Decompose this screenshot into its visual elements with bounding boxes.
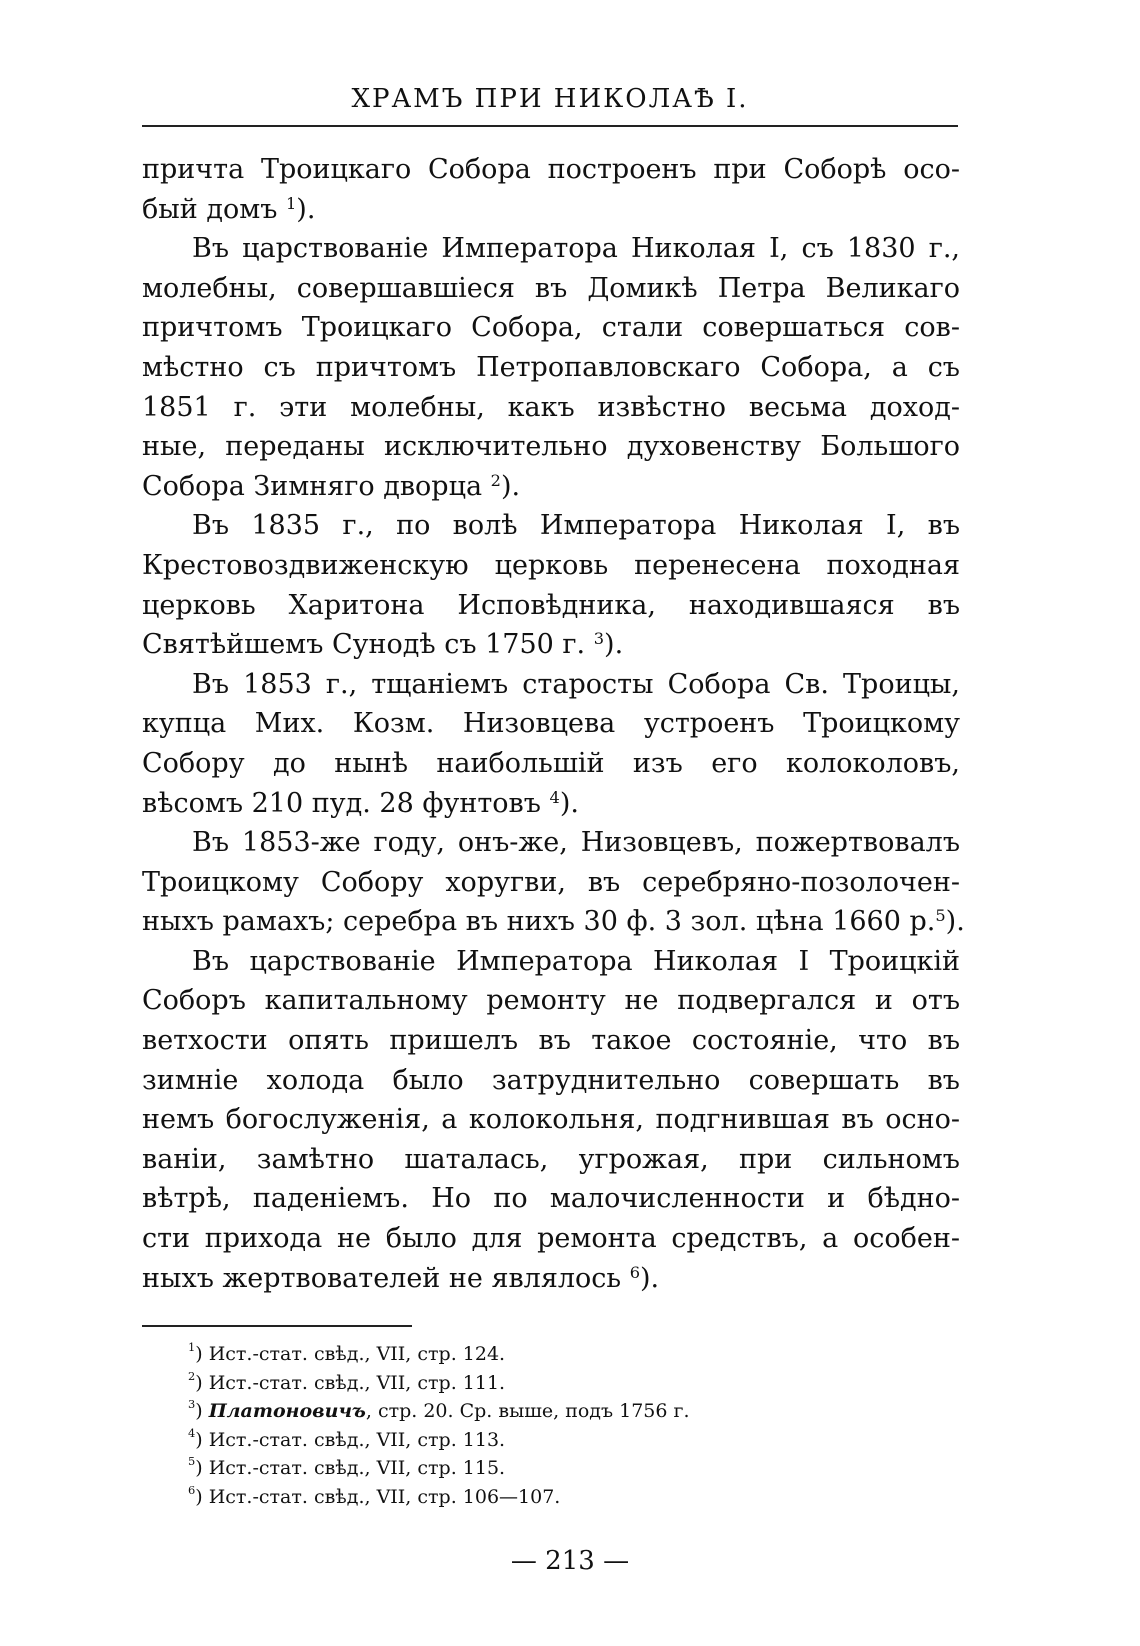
footnote-ref: 4 <box>549 787 560 807</box>
text-line: Въ 1853 г., тщаніемъ старосты Собора Св. Троицы, <box>192 668 960 700</box>
footnote: $^3$) Платоновичъ, стр. 20. Ср. выше, подъ 1756 г. <box>188 1397 690 1422</box>
text-line: вѣсомъ 210 пуд. 28 фунтовъ $^4$). <box>142 787 579 819</box>
footnote-ref: 3 <box>593 629 605 649</box>
footnote: $^6$) Ист.-стат. свѣд., VII, стр. 106—107. <box>188 1482 561 1508</box>
footnotes <box>188 1340 690 1511</box>
footnote: $^2$) Ист.-стат. свѣд., VII, стр. 111. <box>188 1368 506 1394</box>
text-line: немъ богослуженія, а колокольня, подгнившая въ осно- <box>142 1104 960 1136</box>
text-line: ныхъ жертвователей не являлось $^6$). <box>142 1262 660 1294</box>
text-line: вѣтрѣ, паденіемъ. Но по малочисленности и бѣдно- <box>142 1183 960 1215</box>
text-line: ветхости опять пришелъ въ такое состояніе, что въ <box>142 1025 960 1057</box>
footnote-ref: 5 <box>935 906 946 926</box>
footnote: $^4$) Ист.-стат. свѣд., VII, стр. 113. <box>188 1425 506 1451</box>
text-line: Троицкому Собору хоругви, въ серебряно-позолочен- <box>142 866 960 898</box>
body-text <box>142 150 965 1298</box>
text-line: причта Троицкаго Собора построенъ при Соборѣ осо- <box>142 154 960 185</box>
text-line: причтомъ Троицкаго Собора, стали совершаться сов- <box>142 312 960 344</box>
page-number: — 213 — <box>510 1546 630 1576</box>
text-line: сти прихода не было для ремонта средствъ, а особен- <box>142 1223 960 1255</box>
text-line: Въ 1835 г., по волѣ Императора Николая I, въ <box>192 510 960 542</box>
text-line: Въ царствованіе Императора Николая I, съ 1830 г., <box>192 233 960 265</box>
footnote: $^5$) Ист.-стат. свѣд., VII, стр. 115. <box>188 1454 506 1479</box>
text-line: зимніе холода было затруднительно совершать въ <box>142 1064 960 1096</box>
footnote-ref: 1 <box>285 193 297 213</box>
text-line: бый домъ $^1$). <box>142 193 316 225</box>
text-line: церковь Харитона Исповѣдника, находившаяся въ <box>142 589 960 621</box>
text-line: Собора Зимняго дворца $^2$). <box>142 470 521 502</box>
text-line: Собору до нынѣ наибольшій изъ его колоколовъ, <box>142 747 960 779</box>
footnote-rule <box>142 1325 412 1327</box>
text-line: купца Мих. Козм. Низовцева устроенъ Троицкому <box>142 708 960 740</box>
text-line: Святѣйшемъ Сунодѣ съ 1750 г. $^3$). <box>142 629 624 661</box>
footnote-ref: 2 <box>490 470 501 490</box>
text-line: Въ царствованіе Императора Николая I Троицкій <box>192 945 960 977</box>
text-line: Крестовоздвиженскую церковь перенесена походная <box>142 549 960 581</box>
footnote-ref: 6 <box>629 1262 640 1282</box>
footnote: $^1$) Ист.-стат. свѣд., VII, стр. 124. <box>188 1340 506 1365</box>
text-line: молебны, совершавшіеся въ Домикѣ Петра Великаго <box>142 272 960 304</box>
running-header: ХРАМЪ ПРИ НИКОЛАѢ I. <box>351 84 749 114</box>
text-line: ныхъ рамахъ; серебра въ нихъ 30 ф. 3 зол. цѣна 1660 р.$^5$). <box>142 906 965 938</box>
text-line: Соборъ капитальному ремонту не подвергался и отъ <box>142 985 960 1017</box>
text-line: Въ 1853-же году, онъ-же, Низовцевъ, пожертвовалъ <box>192 827 960 859</box>
text-line: ные, переданы исключительно духовенству Большого <box>142 431 960 463</box>
text-line: ваніи, замѣтно шаталась, угрожая, при сильномъ <box>142 1143 960 1175</box>
text-line: 1851 г. эти молебны, какъ извѣстно весьма доход- <box>142 391 960 423</box>
footnote-author: Платоновичъ <box>208 1400 366 1422</box>
text-line: мѣстно съ причтомъ Петропавловскаго Собора, а съ <box>142 351 960 383</box>
header-rule <box>142 125 958 127</box>
